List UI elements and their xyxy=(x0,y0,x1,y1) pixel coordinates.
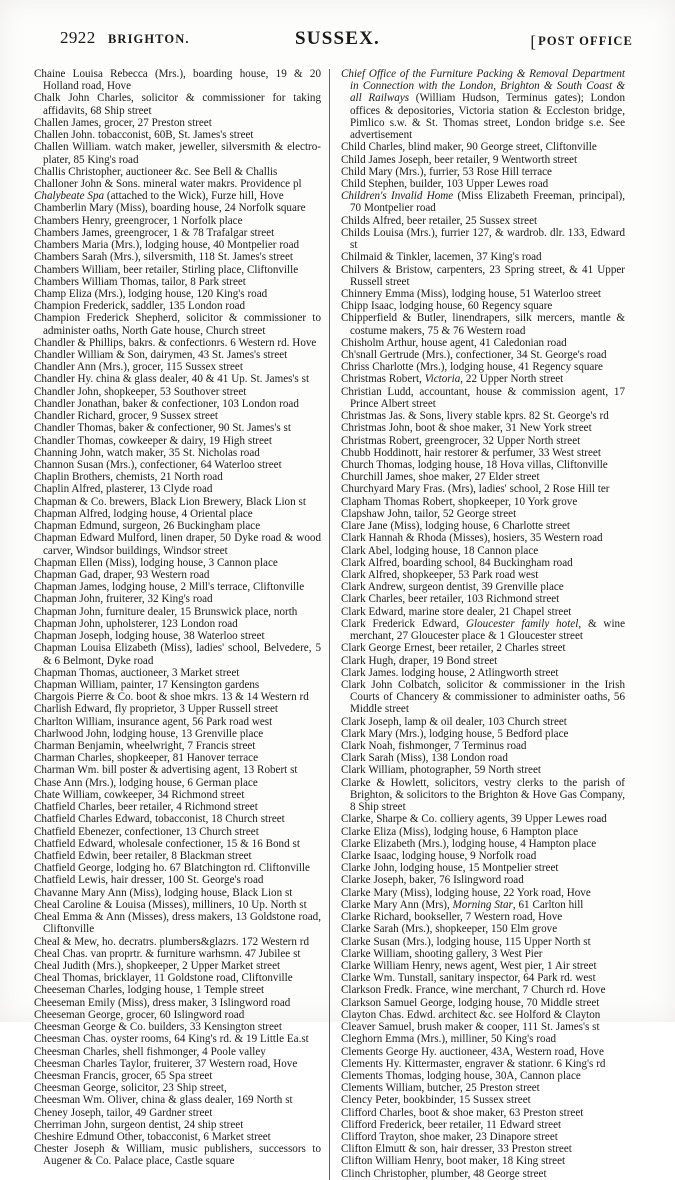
directory-entry: Cheesman Francis, grocer, 65 Spa street xyxy=(34,1069,213,1082)
directory-entry: Chisholm Arthur, house agent, 41 Caledonian road xyxy=(341,336,567,349)
directory-entry: Chandler Thomas, cowkeeper & dairy, 19 High street xyxy=(34,434,272,447)
directory-entry: Clarke Sarah (Mrs.), shopkeeper, 150 Elm grove xyxy=(341,923,558,936)
directory-entry: Charlwood John, lodging house, 13 Grenville place xyxy=(34,727,264,740)
directory-entry: Clark James. lodging house, 2 Atlingworth street xyxy=(341,666,559,679)
directory-entry: Chalk John Charles, solicitor & commissioner for taking affidavits, 68 Ship street xyxy=(34,92,321,117)
running-head-section xyxy=(530,32,633,52)
directory-entry: Chapman William, painter, 17 Kensington gardens xyxy=(34,678,260,691)
directory-entry: Clarke William, shooting gallery, 3 West Pier xyxy=(341,947,543,960)
directory-entry: Chandler Ann (Mrs.), grocer, 115 Sussex street xyxy=(34,361,243,374)
directory-entry: Clarke Mary (Miss), lodging house, 22 York road, Hove xyxy=(341,886,591,899)
entry-italic-name: Children's Invalid Home xyxy=(341,190,454,203)
two-column-body xyxy=(34,68,641,1180)
directory-entry: Clarke William Henry, news agent, West pier, 1 Air street xyxy=(341,959,597,972)
directory-entry: Chate William, cowkeeper, 34 Richmond street xyxy=(34,788,245,801)
directory-entry: Church Thomas, lodging house, 18 Hova villas, Cliftonville xyxy=(341,459,608,471)
directory-entry: Clark George Ernest, beer retailer, 2 Charles street xyxy=(341,642,566,655)
directory-entry: Clements Hy. Kittermaster, engraver & stationr. 6 King's rd xyxy=(341,1057,606,1070)
entry-italic-name: Chief Office of the Furniture Packing & Removal Department in Connection with the London, Brighton & South Coast & all Railways xyxy=(341,68,625,105)
directory-entry: Chapman John, fruiterer, 32 King's road xyxy=(34,593,213,606)
directory-entry: Cheesman Charles Taylor, fruiterer, 37 Western road, Hove xyxy=(34,1057,298,1070)
directory-entry: Clarke Eliza (Miss), lodging house, 6 Hampton place xyxy=(341,825,579,838)
directory-entry: Chandler Richard, grocer, 9 Sussex street xyxy=(34,410,218,423)
directory-entry: Cheesman George, solicitor, 23 Ship street, xyxy=(34,1082,227,1095)
left-column xyxy=(34,68,329,1168)
running-head xyxy=(42,28,633,58)
directory-entry: Churchill James, shoe maker, 27 Elder street xyxy=(341,471,540,484)
directory-entry: Clements William, butcher, 25 Preston street xyxy=(341,1082,540,1095)
directory-entry: Clayton Chas. Edwd. architect &c. see Holford & Clayton xyxy=(341,1008,601,1021)
directory-entry: Cheal Thomas, bricklayer, 11 Goldstone road, Cliftonville xyxy=(34,972,293,985)
directory-entry: Channing John, watch maker, 35 St. Nicholas road xyxy=(34,446,260,459)
directory-entry: Chapman Ellen (Miss), lodging house, 3 Cannon place xyxy=(34,556,278,569)
directory-entry: Childs Alfred, beer retailer, 25 Sussex street xyxy=(341,214,538,227)
directory-entry: Chambers James, greengrocer, 1 & 78 Trafalgar street xyxy=(34,226,275,239)
directory-entry: Chubb Hoddinott, hair restorer & perfumer, 33 West street xyxy=(341,446,601,459)
directory-entry: Children's Invalid Home (Miss Elizabeth Freeman, principal), 70 Montpelier road xyxy=(341,190,626,215)
directory-entry: Chipperfield & Butler, linendrapers, silk mercers, mantle & costume makers, 75 & 76 Western road xyxy=(341,312,625,337)
directory-entry: Clark Andrew, surgeon dentist, 39 Grenville place xyxy=(341,581,564,594)
directory-entry: Charman Charles, shopkeeper, 81 Hanover terrace xyxy=(34,752,258,765)
directory-entry: Cheesman Chas. oyster rooms, 64 King's rd. & 19 Little Ea.st xyxy=(34,1033,309,1046)
directory-entry: Chambers Maria (Mrs.), lodging house, 40 Montpelier road xyxy=(34,239,300,252)
directory-entry: Cheesman Wm. Oliver, china & glass dealer, 169 North st xyxy=(34,1094,293,1107)
directory-entry: Clifton Elmutt & son, hair dresser, 33 Preston street xyxy=(341,1143,572,1156)
directory-entry: Clarke John, lodging house, 15 Montpelier street xyxy=(341,862,559,875)
directory-entry: Christian Ludd, accountant, house & commission agent, 17 Prince Albert street xyxy=(341,385,625,410)
running-head-section-label: POST OFFICE xyxy=(538,34,633,48)
directory-entry: Clark Noah, fishmonger, 7 Terminus road xyxy=(341,740,527,753)
directory-entry: Chapman Edward Mulford, linen draper, 50 Dyke road & wood carver, Windsor buildings, Windsor street xyxy=(34,532,321,557)
directory-entry: Channon Susan (Mrs.), confectioner, 64 Waterloo street xyxy=(34,459,282,471)
directory-entry: Clarke Joseph, baker, 76 Islingword road xyxy=(341,874,524,887)
open-bracket-glyph: [ xyxy=(530,32,538,51)
directory-entry: Chavanne Mary Ann (Miss), lodging house, Black Lion st xyxy=(34,886,293,899)
directory-entry: Chapman & Co. brewers, Black Lion Brewery, Black Lion st xyxy=(34,495,306,508)
directory-entry: Cheesman Charles, shell fishmonger, 4 Poole valley xyxy=(34,1045,266,1058)
entry-italic-name: Chalybeate Spa xyxy=(34,190,105,203)
directory-entry: Challen John. tobacconist, 60B, St. James's street xyxy=(34,129,254,142)
directory-entry: Clements Thomas, lodging house, 30A, Cannon place xyxy=(341,1069,581,1082)
directory-entry: Child Charles, blind maker, 90 George street, Cliftonville xyxy=(341,141,597,154)
directory-entry: Clifford Trayton, shoe maker, 23 Dinapore street xyxy=(341,1131,558,1144)
directory-entry: Clark Alfred, boarding school, 84 Buckingham road xyxy=(341,556,573,569)
directory-entry: Cheal Judith (Mrs.), shopkeeper, 2 Upper Market street xyxy=(34,959,281,972)
directory-entry: Chambers Sarah (Mrs.), silversmith, 118 St. James's street xyxy=(34,251,293,264)
directory-entry: Christmas Jas. & Sons, livery stable kprs. 82 St. George's rd xyxy=(341,410,609,423)
directory-entry: Clarkson Samuel George, lodging house, 70 Middle street xyxy=(341,996,600,1009)
directory-entry: Challis Christopher, auctioneer &c. See Bell & Challis xyxy=(34,165,278,178)
right-column xyxy=(330,68,625,1180)
directory-entry: Clark Abel, lodging house, 18 Cannon place xyxy=(341,544,539,557)
entry-italic-name: Victoria xyxy=(424,373,461,386)
directory-entry: Chipp Isaac, lodging house, 60 Regency square xyxy=(341,300,553,313)
directory-entry: Clency Peter, bookbinder, 15 Sussex street xyxy=(341,1094,531,1107)
directory-entry: Chatfield Charles, beer retailer, 4 Richmond street xyxy=(34,801,258,814)
directory-entry: Clapham Thomas Robert, shopkeeper, 10 York grove xyxy=(341,495,578,508)
directory-entry: Clarke Wm. Tunstall, sanitary inspector, 64 Park rd. west xyxy=(341,972,596,985)
directory-entry: Chatfield Edwin, beer retailer, 8 Blackman street xyxy=(34,850,252,862)
directory-entry: Chapman Thomas, auctioneer, 3 Market street xyxy=(34,666,240,679)
directory-entry: Chambers William, beer retailer, Stirling place, Cliftonville xyxy=(34,263,299,276)
directory-entry: Chandler John, shopkeeper, 53 Southover street xyxy=(34,385,247,398)
directory-entry: Churchyard Mary Fras. (Mrs), ladies' school, 2 Rose Hill ter xyxy=(341,483,610,496)
directory-entry: Clarke & Howlett, solicitors, vestry clerks to the parish of Brighton, & solicitors to the Brighton & Hove Gas Company, 8 Ship street xyxy=(341,776,625,814)
page-folio-number: 2922 xyxy=(60,28,96,47)
directory-entry: Clark Sarah (Miss), 138 London road xyxy=(341,752,508,765)
directory-entry: Child Stephen, builder, 103 Upper Lewes road xyxy=(341,177,549,190)
directory-entry: Clarke Susan (Mrs.), lodging house, 115 Upper North st xyxy=(341,935,591,948)
directory-entry: Chapman Gad, draper, 93 Western road xyxy=(34,568,210,581)
directory-entry: Challoner John & Sons. mineral water makrs. Providence pl xyxy=(34,177,302,190)
directory-entry: Chester Joseph & William, music publishers, successors to Augener & Co. Palace place, Castle square xyxy=(34,1143,321,1168)
directory-entry: Ch'snall Gertrude (Mrs.), confectioner, 34 St. George's road xyxy=(341,349,607,362)
directory-entry: Clark Frederick Edward, Gloucester family hotel, & wine merchant, 27 Gloucester place & 1 Gloucester street xyxy=(341,617,625,643)
directory-entry: Clarke Mary Ann (Mrs), Morning Star, 61 Carlton hill xyxy=(341,898,584,911)
directory-entry: Clarke Richard, bookseller, 7 Western road, Hove xyxy=(341,911,563,924)
directory-entry: Cheeseman George, grocer, 60 Islingword road xyxy=(34,1008,245,1021)
directory-entry: Cheesman George & Co. builders, 33 Kensington street xyxy=(34,1021,282,1034)
running-head-county: SUSSEX. xyxy=(295,28,380,49)
directory-entry: Clarke Elizabeth (Mrs.), lodging house, 4 Hampton place xyxy=(341,837,597,850)
directory-entry: Champion Frederick, saddler, 135 London road xyxy=(34,300,246,313)
directory-entry: Cherriman John, surgeon dentist, 24 ship street xyxy=(34,1118,244,1131)
directory-entry: Champ Eliza (Mrs.), lodging house, 120 King's road xyxy=(34,287,268,300)
directory-entry: Clark Alfred, shopkeeper, 53 Park road west xyxy=(341,568,539,581)
directory-entry: Chase Ann (Mrs.), lodging house, 6 German place xyxy=(34,776,258,789)
directory-entry: Chatfield Charles Edward, tobacconist, 18 Church street xyxy=(34,813,285,826)
directory-entry: Child Mary (Mrs.), furrier, 53 Rose Hill terrace xyxy=(341,165,552,178)
directory-entry: Clark John Colbatch, solicitor & commissioner in the Irish Courts of Chancery & commissioner to administer oaths, 56 Middle street xyxy=(341,678,625,716)
directory-entry: Childs Louisa (Mrs.), furrier 127, & wardrob. dlr. 133, Edward st xyxy=(341,226,625,252)
directory-entry: Cheal Chas. van proprtr. & furniture warhsmn. 47 Jubilee st xyxy=(34,947,301,960)
directory-entry: Chamberlin Mary (Miss), boarding house, 24 Norfolk square xyxy=(34,202,306,215)
directory-entry: Chapman Alfred, lodging house, 4 Oriental place xyxy=(34,507,253,520)
directory-entry: Charlton William, insurance agent, 56 Park road west xyxy=(34,715,273,728)
entry-italic-name: Gloucester family hotel xyxy=(466,617,579,630)
running-head-place: BRIGHTON. xyxy=(108,32,190,46)
directory-entry: Chapman John, upholsterer, 123 London road xyxy=(34,617,238,630)
directory-entry: Clark William, photographer, 59 North street xyxy=(341,764,541,777)
directory-entry: Chatfield George, lodging ho. 67 Blatchington rd. Cliftonville xyxy=(34,862,310,875)
directory-entry: Chinnery Emma (Miss), lodging house, 51 Waterloo street xyxy=(341,287,601,300)
directory-entry: Chandler Thomas, baker & confectioner, 90 St. James's st xyxy=(34,422,291,435)
directory-entry: Champion Frederick Shepherd, solicitor & commissioner to administer oaths, North Gate house, Church street xyxy=(34,312,321,337)
directory-entry: Clark Mary (Mrs.), lodging house, 5 Bedford place xyxy=(341,727,569,740)
directory-entry: Clements George Hy. auctioneer, 43A, Western road, Hove xyxy=(341,1045,604,1058)
directory-entry: Chapman Louisa Elizabeth (Miss), ladies' school, Belvedere, 5 & 6 Belmont, Dyke road xyxy=(34,642,321,667)
directory-entry: Chambers William Thomas, tailor, 8 Park street xyxy=(34,275,246,288)
directory-entry: Clark Edward, marine store dealer, 21 Chapel street xyxy=(341,605,572,618)
directory-entry: Chargois Pierre & Co. boot & shoe mkrs. 13 & 14 Western rd xyxy=(34,691,309,704)
directory-entry: Chapman Edmund, surgeon, 26 Buckingham place xyxy=(34,520,261,533)
directory-entry: Cheshire Edmund Other, tobacconist, 6 Market street xyxy=(34,1131,271,1144)
directory-entry: Cheal Caroline & Louisa (Misses), milliners, 10 Up. North st xyxy=(34,898,307,911)
directory-entry: Challen William. watch maker, jeweller, silversmith & electro-plater, 85 King's road xyxy=(34,141,321,166)
directory-entry: Clark Charles, beer retailer, 103 Richmond street xyxy=(341,593,560,606)
directory-entry: Chatfield Ebenezer, confectioner, 13 Church street xyxy=(34,825,259,838)
directory-entry: Chaine Louisa Rebecca (Mrs.), boarding house, 19 & 20 Holland road, Hove xyxy=(34,68,321,93)
directory-entry: Cheal Emma & Ann (Misses), dress makers, 13 Goldstone road, Cliftonville xyxy=(34,911,321,936)
directory-entry: Chatfield Edward, wholesale confectioner, 15 & 16 Bond st xyxy=(34,837,300,850)
directory-entry: Cheeseman Charles, lodging house, 1 Temple street xyxy=(34,984,265,997)
directory-entry: Cheeseman Emily (Miss), dress maker, 3 Islingword road xyxy=(34,996,291,1009)
directory-entry: Clark Hannah & Rhoda (Misses), hosiers, 35 Western road xyxy=(341,532,603,545)
directory-entry: Clapshaw John, tailor, 52 George street xyxy=(341,507,517,520)
directory-entry: Chapman Joseph, lodging house, 38 Waterloo street xyxy=(34,630,265,643)
directory-entry: Christmas John, boot & shoe maker, 31 New York street xyxy=(341,422,592,435)
directory-entry: Cheney Joseph, tailor, 49 Gardner street xyxy=(34,1106,213,1119)
directory-entry: Clark Hugh, draper, 19 Bond street xyxy=(341,654,498,667)
directory-entry: Cheal & Mew, ho. decratrs. plumbers&glazrs. 172 Western rd xyxy=(34,935,310,948)
directory-entry: Chandler Jonathan, baker & confectioner, 103 London road xyxy=(34,397,299,410)
directory-entry: Chandler & Phillips, bakrs. & confectionrs. 6 Western rd. Hove xyxy=(34,336,317,349)
directory-entry: Chaplin Alfred, plasterer, 13 Clyde road xyxy=(34,483,213,496)
directory-entry: Chief Office of the Furniture Packing & Removal Department in Connection with the London, Brighton & South Coast & all Railways (William Hudson, Terminus gates); London offices & depositories, Victoria station & Eccleston bridge, Pimlico s.w. & St. Thomas street, London bridge s.e. See advertisement xyxy=(341,68,625,142)
directory-entry: Chapman James, lodging house, 2 Mill's terrace, Cliftonville xyxy=(34,581,305,594)
directory-entry: Christmas Robert, Victoria, 22 Upper North street xyxy=(341,373,564,386)
directory-entry: Clarke Isaac, lodging house, 9 Norfolk road xyxy=(341,850,537,862)
directory-entry: Clare Jane (Miss), lodging house, 6 Charlotte street xyxy=(341,520,570,533)
directory-entry: Charman Benjamin, wheelwright, 7 Francis street xyxy=(34,740,256,753)
directory-entry: Chapman John, furniture dealer, 15 Brunswick place, north xyxy=(34,605,298,618)
directory-entry: Clarke, Sharpe & Co. colliery agents, 39 Upper Lewes road xyxy=(341,813,607,826)
directory-entry: Chandler Hy. china & glass dealer, 40 & 41 Up. St. James's st xyxy=(34,373,310,386)
directory-entry: Child James Joseph, beer retailer, 9 Wentworth street xyxy=(341,153,578,166)
directory-entry: Clarkson Fredk. France, wine merchant, 7 Church rd. Hove xyxy=(341,984,606,997)
directory-entry: Chatfield Lewis, hair dresser, 100 St. George's road xyxy=(34,874,264,887)
directory-entry: Chilvers & Bristow, carpenters, 23 Spring street, & 41 Upper Russell street xyxy=(341,263,625,288)
directory-entry: Chandler William & Son, dairymen, 43 St. James's street xyxy=(34,349,288,362)
directory-entry: Clinch Christopher, plumber, 48 George street xyxy=(341,1167,547,1180)
column-divider-rule xyxy=(329,69,330,1180)
directory-entry: Chalybeate Spa (attached to the Wick), Furze hill, Hove xyxy=(34,190,284,203)
directory-entry: Chambers Henry, greengrocer, 1 Norfolk place xyxy=(34,214,243,227)
directory-entry: Cleaver Samuel, brush maker & cooper, 111 St. James's st xyxy=(341,1021,600,1034)
directory-entry: Clifford Frederick, beer retailer, 11 Edward street xyxy=(341,1118,562,1131)
directory-entry: Charman Wm. bill poster & advertising agent, 13 Robert st xyxy=(34,764,298,777)
directory-entry: Clark Joseph, lamp & oil dealer, 103 Church street xyxy=(341,715,567,728)
directory-entry: Challen James, grocer, 27 Preston street xyxy=(34,116,212,129)
directory-entry: Clifford Charles, boot & shoe maker, 63 Preston street xyxy=(341,1106,584,1119)
directory-entry: Clifton William Henry, boot maker, 18 King street xyxy=(341,1155,566,1168)
directory-entry: Charlish Edward, fly proprietor, 3 Upper Russell street xyxy=(34,703,278,716)
directory-entry: Chilmaid & Tinkler, lacemen, 37 King's road xyxy=(341,251,542,264)
directory-entry: Chriss Charlotte (Mrs.), lodging house, 41 Regency square xyxy=(341,361,603,374)
directory-entry: Chaplin Brothers, chemists, 21 North road xyxy=(34,471,223,484)
entry-italic-name: Morning Star xyxy=(452,898,513,911)
directory-entry: Christmas Robert, greengrocer, 32 Upper North street xyxy=(341,434,581,447)
directory-entry: Cleghorn Emma (Mrs.), milliner, 50 King's road xyxy=(341,1033,557,1046)
